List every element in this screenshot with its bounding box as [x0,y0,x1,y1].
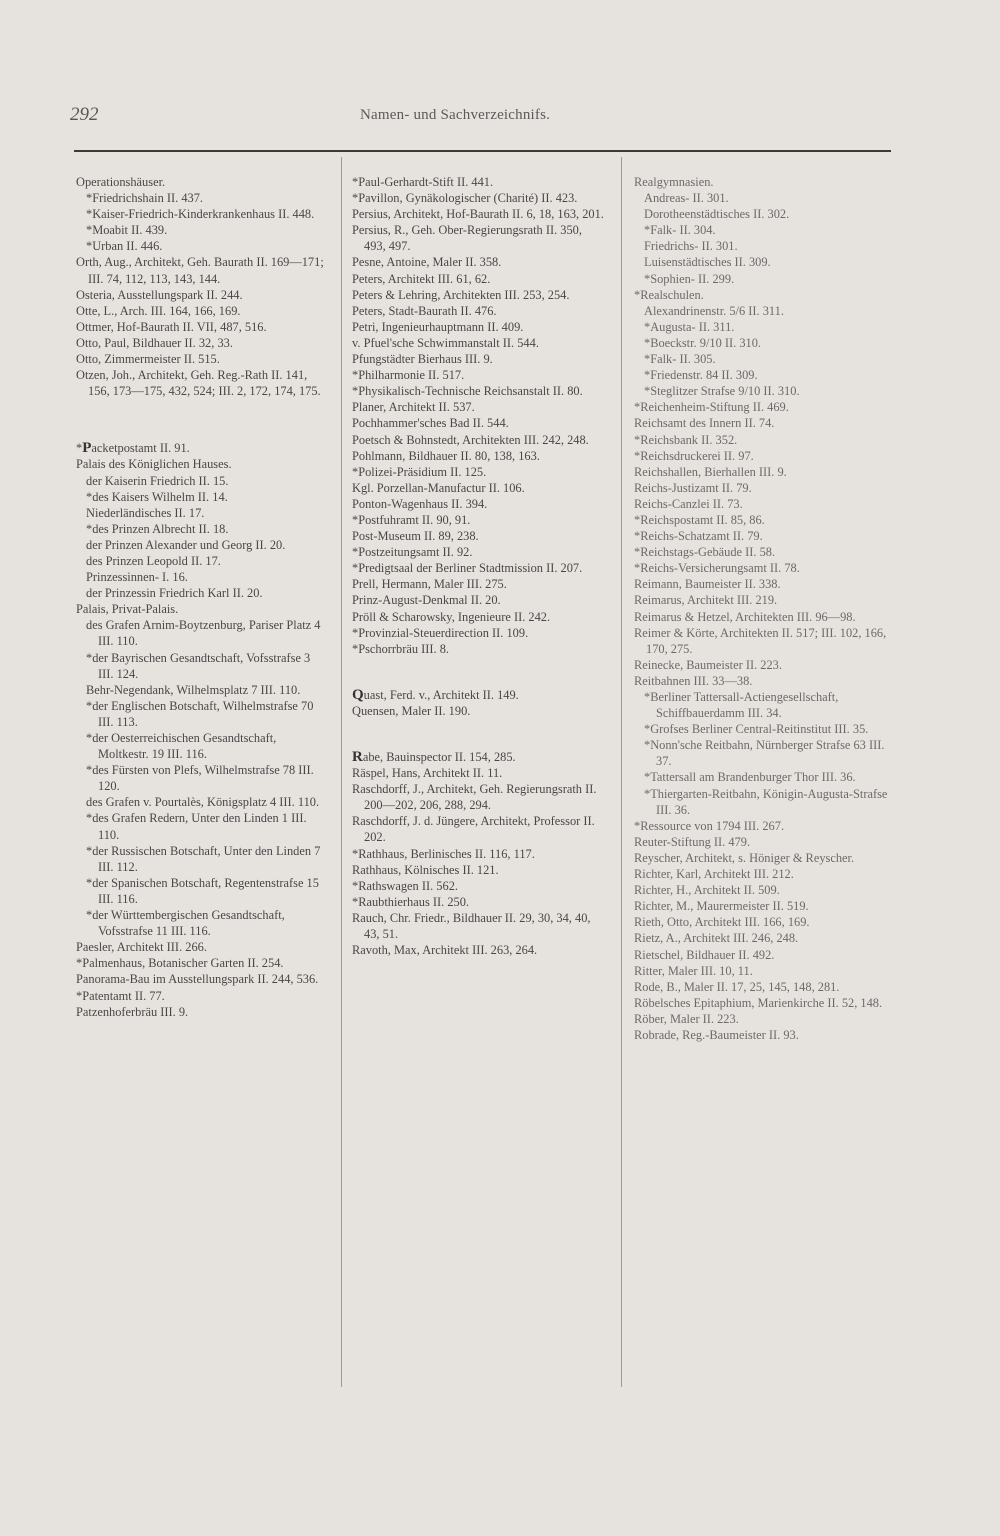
index-subentry: *der Oesterreichischen Gesandtschaft, Moltkestr. 19 III. 116. [86,731,277,762]
index-entry: Robrade, Reg.-Baumeister II. 93. [634,1027,799,1042]
index-entry: Räspel, Hans, Architekt II. 11. [352,766,503,781]
index-entry: *Reichsdruckerei II. 97. [634,448,754,463]
index-subentry: *Friedrichshain II. 437. [86,191,203,206]
index-entry: Prinz-August-Denkmal II. 20. [352,593,501,608]
index-entry: Patzenhoferbräu III. 9. [76,1004,189,1019]
index-entry: Rabe, Bauinspector II. 154, 285. [352,749,516,765]
index-entry: Palais des Königlichen Hauses. [76,457,232,472]
index-subentry: *der Württembergischen Gesandtschaft, Vofsstrafse 11 III. 116. [86,908,285,939]
index-entry: Post-Museum II. 89, 238. [352,529,479,544]
index-entry: Reichshallen, Bierhallen III. 9. [634,464,787,479]
index-entry: Peters, Stadt-Baurath II. 476. [352,303,497,318]
index-entry: Kgl. Porzellan-Manufactur II. 106. [352,480,525,495]
index-subentry: *Sophien- II. 299. [644,271,735,286]
index-subentry: des Prinzen Leopold II. 17. [86,553,221,568]
index-entry: *Packetpostamt II. 91. [76,440,190,457]
index-entry: Otzen, Joh., Architekt, Geh. Reg.-Rath II. 141, 156, 173—175, 432, 524; III. 2, 172, 174, 175. [76,368,321,399]
index-entry: Otto, Zimmermeister II. 515. [76,352,220,367]
index-entry: *Paul-Gerhardt-Stift II. 441. [352,175,494,189]
index-entry: Rode, B., Maler II. 17, 25, 145, 148, 281. [634,979,840,994]
index-subentry: *Nonn'sche Reitbahn, Nürnberger Strafse 63 III. 37. [644,738,885,769]
index-subentry: *der Russischen Botschaft, Unter den Linden 7 III. 112. [86,843,321,874]
index-entry: *Ressource von 1794 III. 267. [634,818,785,833]
index-subentry: *Friedenstr. 84 II. 309. [644,368,758,383]
section-initial: R [352,749,363,765]
index-subentry: *Berliner Tattersall-Actiengesellschaft, Schiffbauerdamm III. 34. [644,690,839,721]
section-gap [352,719,604,749]
index-entry: *Palmenhaus, Botanischer Garten II. 254. [76,956,284,971]
index-entry: Reinecke, Baumeister II. 223. [634,657,782,672]
index-entry: Raschdorff, J., Architekt, Geh. Regierungsrath II. 200—202, 206, 288, 294. [352,782,597,813]
index-subentry: *Thiergarten-Reitbahn, Königin-Augusta-Strafse III. 36. [644,786,888,817]
index-entry: Paesler, Architekt III. 266. [76,940,207,955]
index-subentry: Dorotheenstädtisches II. 302. [644,207,790,222]
index-entry: *Pavillon, Gynäkologischer (Charité) II. 423. [352,191,578,206]
index-subentry: *des Kaisers Wilhelm II. 14. [86,489,228,504]
index-entry: *Reichspostamt II. 85, 86. [634,512,765,527]
index-entry: *Predigtsaal der Berliner Stadtmission II. 207. [352,561,583,576]
section-initial: Q [352,686,364,703]
index-subentry: *Urban II. 446. [86,239,163,254]
index-entry: Otto, Paul, Bildhauer II. 32, 33. [76,335,233,350]
index-entry: Rietz, A., Architekt III. 246, 248. [634,931,799,946]
index-entry: Poetsch & Bohnstedt, Architekten III. 242, 248. [352,432,589,447]
index-entry: v. Pfuel'sche Schwimmanstalt II. 544. [352,335,539,350]
index-entry: Rauch, Chr. Friedr., Bildhauer II. 29, 30, 34, 40, 43, 51. [352,910,591,942]
index-entry: *Physikalisch-Technische Reichsanstalt II. 80. [352,384,583,399]
index-entry: Reimarus & Hetzel, Architekten III. 96—98. [634,609,856,624]
index-entry: *Provinzial-Steuerdirection II. 109. [352,625,529,640]
index-entry: *Polizei-Präsidium II. 125. [352,464,487,479]
index-column-1 [76,174,326,1020]
index-entry: Rieth, Otto, Architekt III. 166, 169. [634,915,810,930]
index-entry: Petri, Ingenieurhauptmann II. 409. [352,319,524,334]
index-subentry: *der Englischen Botschaft, Wilhelmstrafse 70 III. 113. [86,698,314,729]
index-entry: Röbelsches Epitaphium, Marienkirche II. 52, 148. [634,995,883,1010]
index-entry: Reichs-Justizamt II. 79. [634,480,752,495]
index-column-2 [352,174,604,958]
index-subentry: Behr-Negendank, Wilhelmsplatz 7 III. 110. [86,682,301,697]
running-title: Namen- und Sachverzeichnifs. [360,107,551,123]
index-subentry: Andreas- II. 301. [644,191,729,206]
index-entry: Reyscher, Architekt, s. Höniger & Reyscher. [634,850,855,865]
index-entry: Persius, R., Geh. Ober-Regierungsrath II. 350, 493, 497. [352,223,582,254]
index-entry: Röber, Maler II. 223. [634,1011,739,1026]
index-entry: Richter, Karl, Architekt III. 212. [634,867,794,882]
index-subentry: *des Grafen Redern, Unter den Linden 1 III. 110. [86,811,307,842]
index-entry: Panorama-Bau im Ausstellungspark II. 244, 536. [76,972,319,987]
index-subentry: *Moabit II. 439. [86,223,168,238]
header-rule [74,150,891,152]
index-entry: Reimer & Körte, Architekten II. 517; III. 102, 166, 170, 275. [634,625,887,656]
column-divider [341,157,342,1387]
index-column-3 [634,174,892,1043]
index-entry: Pröll & Scharowsky, Ingenieure II. 242. [352,609,551,624]
index-subentry: Prinzessinnen- I. 16. [86,570,188,585]
index-entry: Reichsamt des Innern II. 74. [634,416,775,431]
index-entry: Rietschel, Bildhauer II. 492. [634,947,775,962]
index-entry: *Raubthierhaus II. 250. [352,894,469,909]
index-subentry: Alexandrinenstr. 5/6 II. 311. [644,303,784,318]
index-entry: Orth, Aug., Architekt, Geh. Baurath II. 169—171; III. 74, 112, 113, 143, 144. [76,255,324,286]
index-entry: Pfungstädter Bierhaus III. 9. [352,352,493,367]
index-entry: *Postfuhramt II. 90, 91. [352,512,471,527]
index-entry: Prell, Hermann, Maler III. 275. [352,577,507,592]
index-subentry: der Kaiserin Friedrich II. 15. [86,473,229,488]
index-entry: Reichs-Canzlei II. 73. [634,496,743,511]
index-entry: *Patentamt II. 77. [76,988,165,1003]
index-subentry: *der Spanischen Botschaft, Regentenstrafse 15 III. 116. [86,875,319,906]
index-entry: *Rathhaus, Berlinisches II. 116, 117. [352,846,535,861]
section-gap [76,399,326,440]
index-entry: Peters, Architekt III. 61, 62. [352,271,491,286]
index-entry: Richter, H., Architekt II. 509. [634,883,780,898]
index-subentry: des Grafen Arnim-Boytzenburg, Pariser Platz 4 III. 110. [86,618,321,649]
index-entry: Pochhammer'sches Bad II. 544. [352,416,509,431]
index-entry: Raschdorff, J. d. Jüngere, Architekt, Professor II. 202. [352,814,595,845]
section-gap [352,657,604,687]
index-entry: Reuter-Stiftung II. 479. [634,834,751,849]
index-entry: Pesne, Antoine, Maler II. 358. [352,255,502,270]
index-entry: Planer, Architekt II. 537. [352,400,475,415]
index-subentry: *der Bayrischen Gesandtschaft, Vofsstrafse 3 III. 124. [86,650,311,681]
index-entry: Pohlmann, Bildhauer II. 80, 138, 163. [352,448,540,463]
index-subentry: Friedrichs- II. 301. [644,239,738,254]
index-entry: Ponton-Wagenhaus II. 394. [352,496,488,511]
index-entry: *Reichs-Versicherungsamt II. 78. [634,561,800,576]
index-subentry: der Prinzessin Friedrich Karl II. 20. [86,586,263,601]
index-entry: *Reichstags-Gebäude II. 58. [634,545,776,560]
index-subentry: *Falk- II. 305. [644,352,716,367]
index-subentry: Niederländisches II. 17. [86,505,205,520]
index-entry: Persius, Architekt, Hof-Baurath II. 6, 18, 163, 201. [352,207,604,222]
column-divider [621,157,622,1387]
index-entry: Peters & Lehring, Architekten III. 253, 254. [352,287,570,302]
index-entry: Realgymnasien. [634,175,714,189]
index-subentry: *Boeckstr. 9/10 II. 310. [644,335,762,350]
index-entry: *Pschorrbräu III. 8. [352,641,450,656]
index-subentry: *Steglitzer Strafse 9/10 II. 310. [644,384,800,399]
index-subentry: *Augusta- II. 311. [644,319,735,334]
index-subentry: *Tattersall am Brandenburger Thor III. 36. [644,770,856,785]
index-subentry: *Grofses Berliner Central-Reitinstitut III. 35. [644,722,869,737]
index-entry: Quensen, Maler II. 190. [352,703,471,718]
index-entry: Reimarus, Architekt III. 219. [634,593,778,608]
index-entry: *Reichsbank II. 352. [634,432,738,447]
index-entry: Palais, Privat-Palais. [76,602,179,617]
index-entry: Quast, Ferd. v., Architekt II. 149. [352,686,519,703]
index-entry: Operationshäuser. [76,175,166,189]
index-entry: Reimann, Baumeister II. 338. [634,577,781,592]
index-subentry: *Kaiser-Friedrich-Kinderkrankenhaus II. 448. [86,207,315,222]
index-subentry: Luisenstädtisches II. 309. [644,255,771,270]
index-entry: Osteria, Ausstellungspark II. 244. [76,287,243,302]
index-entry: *Rathswagen II. 562. [352,878,458,893]
index-subentry: *des Fürsten von Plefs, Wilhelmstrafse 78 III. 120. [86,763,314,794]
index-entry: *Reichs-Schatzamt II. 79. [634,529,763,544]
index-subentry: des Grafen v. Pourtalès, Königsplatz 4 III. 110. [86,795,320,810]
index-entry: Ritter, Maler III. 10, 11. [634,963,753,978]
index-entry: *Postzeitungsamt II. 92. [352,545,473,560]
index-entry: Ravoth, Max, Architekt III. 263, 264. [352,943,538,958]
index-entry: Richter, M., Maurermeister II. 519. [634,899,809,914]
index-entry: *Reichenheim-Stiftung II. 469. [634,400,789,415]
index-subentry: der Prinzen Alexander und Georg II. 20. [86,537,286,552]
index-entry: Otte, L., Arch. III. 164, 166, 169. [76,303,241,318]
section-initial: P [82,440,92,457]
page-number: 292 [70,104,99,125]
index-entry: Ottmer, Hof-Baurath II. VII, 487, 516. [76,319,267,334]
index-subentry: *des Prinzen Albrecht II. 18. [86,521,229,536]
index-entry: Reitbahnen III. 33—38. [634,673,753,688]
index-entry: Rathhaus, Kölnisches II. 121. [352,862,499,877]
index-entry: *Philharmonie II. 517. [352,368,465,383]
index-subentry: *Falk- II. 304. [644,223,716,238]
index-entry: *Realschulen. [634,287,704,302]
